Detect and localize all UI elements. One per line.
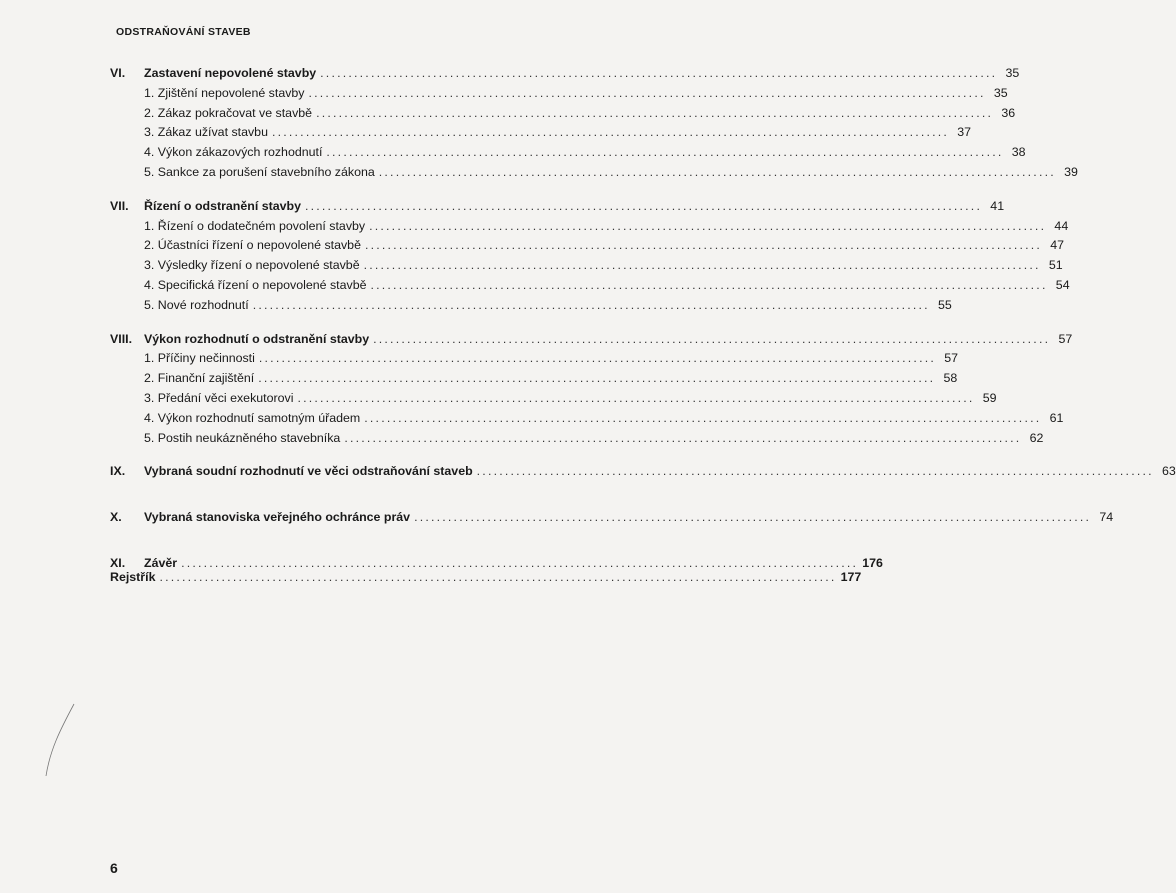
chapter-number: VIII. [110, 331, 133, 346]
leader-dots: ........................................................................................................................ [364, 410, 1042, 425]
leader-dots: ........................................................................................................................ [320, 66, 998, 80]
chapter-number: VII. [110, 198, 129, 213]
leader-dots: ........................................................................................................................ [363, 258, 1041, 273]
toc-subsection-entry[interactable] [0, 349, 958, 369]
index-title: Rejstřík [110, 570, 156, 584]
chapter-title: Zastavení nepovolené stavby [144, 66, 317, 80]
toc-section [0, 462, 1176, 482]
leader-dots: ........................................................................................................................ [326, 145, 1004, 160]
leader-dots: ........................................................................................................................ [316, 105, 994, 120]
toc-subsection-entry[interactable] [0, 409, 1064, 429]
toc-subsection-entry[interactable] [0, 217, 1069, 237]
subsection-title: 5. Postih neukázněného stavebníka [144, 430, 341, 445]
toc-subsection-entry[interactable] [0, 123, 972, 143]
toc-chapter-entry[interactable] [0, 462, 1176, 482]
leader-dots: ........................................................................................................................ [414, 510, 1092, 525]
leader-dots: ........................................................................................................................ [308, 85, 986, 100]
toc-chapter-entry[interactable] [0, 197, 1005, 217]
subsection-page: 54 [1055, 277, 1070, 292]
subsection-title: 3. Zákaz užívat stavbu [144, 125, 268, 140]
leader-dots: ........................................................................................................................ [373, 331, 1051, 346]
page-number: 6 [110, 860, 118, 876]
toc-subsection-entry[interactable] [0, 104, 1016, 124]
index-page: 177 [840, 570, 862, 584]
leader-dots: ........................................................................................................................ [344, 430, 1022, 445]
toc-section [0, 330, 1073, 449]
chapter-title: Vybraná soudní rozhodnutí ve věci odstraňování staveb [144, 464, 473, 479]
toc-section [0, 64, 1078, 183]
toc-subsection-entry[interactable] [0, 256, 1063, 276]
toc-subsection-entry[interactable] [0, 429, 1044, 449]
leader-dots: ........................................................................................................................ [476, 464, 1154, 479]
chapter-page: 35 [1005, 66, 1020, 80]
leader-dots: ........................................................................................................................ [364, 238, 1043, 253]
subsection-title: 2. Zákaz pokračovat ve stavbě [144, 105, 313, 120]
subsection-title: 3. Předání věci exekutorovi [144, 390, 294, 405]
leader-dots: ........................................................................................................................ [369, 218, 1047, 233]
leader-dots: ........................................................................................................................ [258, 371, 936, 386]
chapter-title: Řízení o odstranění stavby [144, 198, 301, 213]
chapter-title: Závěr [144, 555, 178, 570]
subsection-page: 35 [993, 85, 1008, 100]
subsection-page: 59 [982, 390, 997, 405]
toc-subsection-entry[interactable] [0, 276, 1070, 296]
subsection-page: 62 [1029, 430, 1044, 445]
leader-dots: ........................................................................................................................ [159, 570, 837, 584]
toc-subsection-entry[interactable] [0, 84, 1008, 104]
subsection-page: 38 [1011, 145, 1026, 160]
chapter-page: 63 [1161, 464, 1176, 479]
subsection-title: 1. Příčiny nečinnosti [144, 351, 255, 366]
toc-subsection-entry[interactable] [0, 369, 958, 389]
subsection-title: 4. Specifická řízení o nepovolené stavbě [144, 277, 367, 292]
subsection-title: 4. Výkon rozhodnutí samotným úřadem [144, 410, 361, 425]
chapter-number: IX. [110, 464, 126, 479]
subsection-title: 2. Účastníci řízení o nepovolené stavbě [144, 238, 361, 253]
toc-subsection-entry[interactable] [0, 389, 997, 409]
leader-dots: ........................................................................................................................ [271, 125, 950, 140]
running-head: ODSTRAŇOVÁNÍ STAVEB [116, 26, 251, 38]
toc-subsection-entry[interactable] [0, 163, 1078, 183]
subsection-page: 61 [1049, 410, 1064, 425]
chapter-number: X. [110, 510, 122, 525]
subsection-page: 55 [938, 297, 952, 312]
subsection-title: 1. Řízení o dodatečném povolení stavby [144, 218, 366, 233]
toc-chapter-entry[interactable] [0, 64, 1020, 84]
toc-section [0, 197, 1070, 316]
chapter-page: 74 [1099, 510, 1114, 525]
subsection-title: 2. Finanční zajištění [144, 371, 255, 386]
subsection-title: 5. Sankce za porušení stavebního zákona [144, 164, 375, 179]
leader-dots: ........................................................................................................................ [258, 351, 936, 366]
toc-chapter-entry[interactable] [0, 508, 1114, 528]
subsection-title: 5. Nové rozhodnutí [144, 297, 249, 312]
toc-chapter-entry[interactable] [0, 330, 1073, 350]
leader-dots: ........................................................................................................................ [252, 297, 930, 312]
chapter-title: Výkon rozhodnutí o odstranění stavby [144, 331, 370, 346]
chapter-number: VI. [110, 66, 126, 80]
chapter-page: 176 [862, 555, 883, 570]
subsection-title: 4. Výkon zákazových rozhodnutí [144, 145, 323, 160]
toc-index-entry[interactable] [0, 568, 862, 588]
chapter-number: XI. [110, 555, 126, 570]
subsection-page: 57 [944, 351, 958, 366]
subsection-page: 37 [957, 125, 972, 140]
chapter-page: 41 [990, 198, 1005, 213]
leader-dots: ........................................................................................................................ [304, 198, 983, 213]
subsection-page: 58 [943, 371, 958, 386]
subsection-page: 51 [1048, 258, 1063, 273]
leader-dots: ........................................................................................................................ [181, 555, 859, 570]
leader-dots: ........................................................................................................................ [370, 277, 1048, 292]
pencil-mark [40, 700, 80, 780]
toc-subsection-entry[interactable] [0, 236, 1065, 256]
toc-subsection-entry[interactable] [0, 143, 1026, 163]
subsection-page: 39 [1064, 164, 1078, 179]
subsection-page: 36 [1001, 105, 1016, 120]
subsection-title: 1. Zjištění nepovolené stavby [144, 85, 305, 100]
leader-dots: ........................................................................................................................ [378, 164, 1056, 179]
leader-dots: ........................................................................................................................ [297, 390, 975, 405]
subsection-page: 44 [1054, 218, 1069, 233]
subsection-page: 47 [1050, 238, 1065, 253]
subsection-title: 3. Výsledky řízení o nepovolené stavbě [144, 258, 360, 273]
chapter-title: Vybraná stanoviska veřejného ochránce práv [144, 510, 411, 525]
chapter-page: 57 [1058, 331, 1073, 346]
toc-section [0, 508, 1114, 528]
toc-subsection-entry[interactable] [0, 296, 952, 316]
